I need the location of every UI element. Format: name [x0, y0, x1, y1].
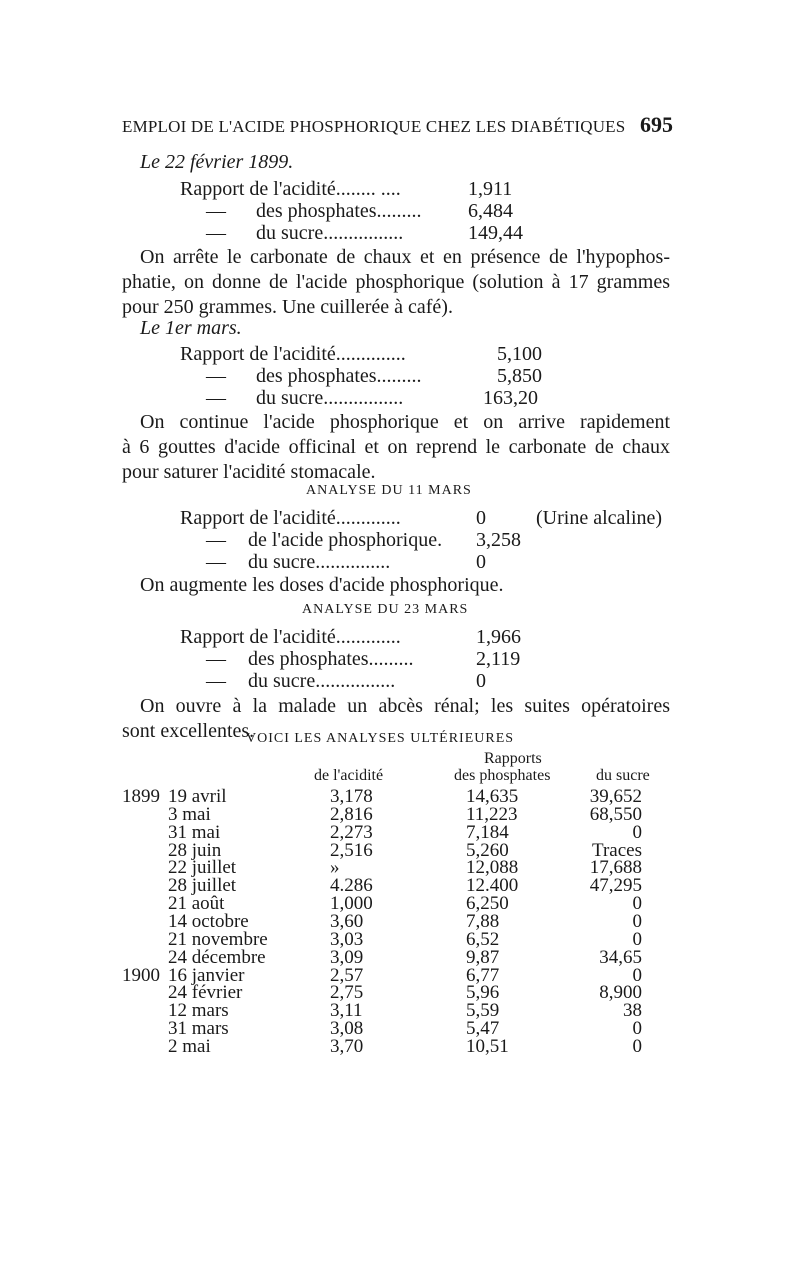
entry-date-mar: Le 1er mars.: [140, 317, 242, 339]
entry-feb-value-1: 1,911: [468, 178, 513, 200]
table-cell-sugar: 0: [632, 821, 642, 843]
entry-feb-label-2: des phosphates.........: [256, 200, 422, 222]
table-cell-phosphates: 9,87: [466, 946, 500, 968]
table-cell-sugar: 0: [632, 964, 642, 986]
analysis-11-title: ANALYSE DU 11 MARS: [306, 483, 472, 498]
table-cell-sugar: 17,688: [589, 857, 642, 879]
table-cell-sugar: 34,65: [599, 946, 642, 968]
analysis-11-dash-2: —: [206, 529, 226, 551]
table-cell-sugar: 68,550: [589, 803, 642, 825]
table-cell-sugar: 39,652: [589, 786, 642, 807]
table-cell-date: 14 octobre: [168, 910, 249, 932]
analysis-23-label-1: Rapport de l'acidité.............: [180, 626, 401, 648]
analysis-23-value-1: 1,966: [476, 626, 521, 648]
table-cell-date: 24 décembre: [168, 946, 266, 968]
entry-mar-value-3: 163,20: [483, 387, 538, 409]
entry-date-feb: Le 22 février 1899.: [140, 151, 294, 173]
analysis-11-value-1: 0: [476, 507, 486, 529]
table-cell-phosphates: 5,59: [466, 1000, 500, 1022]
table-cell-date: 21 novembre: [168, 928, 268, 950]
paragraph-1-line: On arrête le carbonate de chaux et en présence de l'hypophos-: [140, 246, 670, 268]
analysis-11-value-3: 0: [476, 551, 486, 573]
table-cell-date: 22 juillet: [168, 857, 237, 879]
paragraph-2: [122, 410, 670, 485]
analysis-23-label-2: des phosphates.........: [248, 648, 414, 670]
table-cell-phosphates: 6,250: [466, 893, 509, 915]
table-cell-acidity: 3,178: [330, 786, 373, 807]
table-cell-acidity: 2,75: [330, 982, 364, 1004]
table-cell-sugar: 47,295: [589, 875, 642, 897]
table-cell-sugar: 0: [632, 893, 642, 915]
table-cell-phosphates: 5,260: [466, 839, 509, 861]
paragraph-3-line: On ouvre à la malade un abcès rénal; les suites opératoires: [140, 695, 670, 717]
entry-feb-dash-2: —: [206, 200, 226, 222]
table-cell-sugar: 0: [632, 928, 642, 950]
table-cell-date: 3 mai: [168, 803, 211, 825]
entry-mar-label-1: Rapport de l'acidité..............: [180, 343, 406, 365]
table-cell-acidity: 1,000: [330, 893, 373, 915]
paragraph-1: [122, 245, 670, 320]
table-cell-year: 1900: [122, 964, 160, 986]
running-title: EMPLOI DE L'ACIDE PHOSPHORIQUE CHEZ LES DIABÉTIQUES: [122, 117, 626, 136]
table-cell-sugar: 0: [632, 1035, 642, 1057]
analysis-23-value-3: 0: [476, 670, 486, 692]
entry-mar-dash-2: —: [206, 365, 226, 387]
paragraph-2-line: pour saturer l'acidité stomacale.: [122, 461, 376, 483]
entry-mar-value-2: 5,850: [497, 365, 542, 387]
table-cell-acidity: 2,273: [330, 821, 373, 843]
paragraph-1-line: phatie, on donne de l'acide phosphorique (solution à 17 grammes: [122, 271, 670, 293]
table-cell-date: 16 janvier: [168, 964, 245, 986]
analysis-23-dash-3: —: [206, 670, 226, 692]
analysis-11-label-3: du sucre...............: [248, 551, 391, 573]
table-cell-acidity: 4.286: [330, 875, 373, 897]
table-cell-date: 24 février: [168, 982, 243, 1004]
table-cell-sugar: Traces: [592, 839, 642, 861]
table-cell-phosphates: 6,52: [466, 928, 500, 950]
paragraph-2-line: à 6 gouttes d'acide officinal et on reprend le carbonate de chaux: [122, 436, 670, 458]
table-cell-date: 21 août: [168, 893, 225, 915]
table-cell-date: 31 mai: [168, 821, 221, 843]
table-cell-date: 28 juillet: [168, 875, 237, 897]
table-cell-phosphates: 12,088: [466, 857, 519, 879]
table-cell-sugar: 8,900: [599, 982, 642, 1004]
analysis-23-dash-2: —: [206, 648, 226, 670]
analysis-23-value-2: 2,119: [476, 648, 521, 670]
table-cell-phosphates: 7,184: [466, 821, 509, 843]
analysis-11-label-2: de l'acide phosphorique.: [248, 529, 443, 551]
table-rapports-heading: Rapports: [484, 750, 542, 767]
table-cell-phosphates: 10,51: [466, 1035, 509, 1057]
table-col-acidity: de l'acidité: [314, 767, 384, 784]
table-title: VOICI LES ANALYSES ULTÉRIEURES: [246, 731, 515, 746]
entry-feb-dash-3: —: [206, 222, 226, 244]
paragraph-1-line: pour 250 grammes. Une cuillerée à café).: [122, 296, 453, 318]
table-cell-phosphates: 11,223: [466, 803, 518, 825]
entry-mar-label-3: du sucre................: [256, 387, 404, 409]
analysis-11-note: (Urine alcaline): [536, 507, 663, 529]
table-cell-acidity: »: [330, 857, 340, 879]
table-col-phosphates: des phosphates: [454, 767, 551, 784]
entry-mar-dash-3: —: [206, 387, 226, 409]
page-number: 695: [640, 112, 673, 137]
paragraph-2-line: On continue l'acide phosphorique et on arrive rapidement: [140, 411, 670, 433]
table-cell-phosphates: 7,88: [466, 910, 500, 932]
table-cell-phosphates: 12.400: [466, 875, 519, 897]
table-cell-acidity: 3,09: [330, 946, 364, 968]
table-cell-date: 2 mai: [168, 1035, 211, 1057]
table-cell-acidity: 3,70: [330, 1035, 364, 1057]
table-cell-sugar: 0: [632, 1018, 642, 1040]
table-cell-phosphates: 6,77: [466, 964, 500, 986]
table-cell-sugar: 38: [623, 1000, 642, 1022]
table-cell-acidity: 3,60: [330, 910, 364, 932]
paragraph-3-line: sont excellentes.: [122, 720, 255, 742]
table-cell-date: 12 mars: [168, 1000, 229, 1022]
table-cell-acidity: 3,11: [330, 1000, 363, 1022]
analysis-23-label-3: du sucre................: [248, 670, 396, 692]
table-cell-phosphates: 14,635: [466, 786, 519, 807]
augment-doses-line: On augmente les doses d'acide phosphorique.: [140, 574, 504, 596]
entry-feb-label-1: Rapport de l'acidité........ ....: [180, 178, 401, 200]
table-cell-date: 28 juin: [168, 839, 222, 861]
table-cell-phosphates: 5,47: [466, 1018, 500, 1040]
table-cell-acidity: 3,03: [330, 928, 364, 950]
table-cell-date: 19 avril: [168, 786, 227, 807]
analysis-11-value-2: 3,258: [476, 529, 521, 551]
analysis-23-title: ANALYSE DU 23 MARS: [302, 602, 469, 617]
table-cell-acidity: 2,516: [330, 839, 373, 861]
entry-feb-label-3: du sucre................: [256, 222, 404, 244]
analysis-11-label-1: Rapport de l'acidité.............: [180, 507, 401, 529]
entry-mar-label-2: des phosphates.........: [256, 365, 422, 387]
analysis-11-dash-3: —: [206, 551, 226, 573]
entry-feb-value-2: 6,484: [468, 200, 513, 222]
table-cell-acidity: 2,57: [330, 964, 364, 986]
table-cell-phosphates: 5,96: [466, 982, 500, 1004]
table-cell-acidity: 3,08: [330, 1018, 364, 1040]
table-cell-sugar: 0: [632, 910, 642, 932]
table-cell-year: 1899: [122, 786, 160, 807]
table-col-sugar: du sucre: [596, 767, 650, 784]
table-cell-acidity: 2,816: [330, 803, 373, 825]
entry-feb-value-3: 149,44: [468, 222, 523, 244]
entry-mar-value-1: 5,100: [497, 343, 542, 365]
table-cell-date: 31 mars: [168, 1018, 229, 1040]
